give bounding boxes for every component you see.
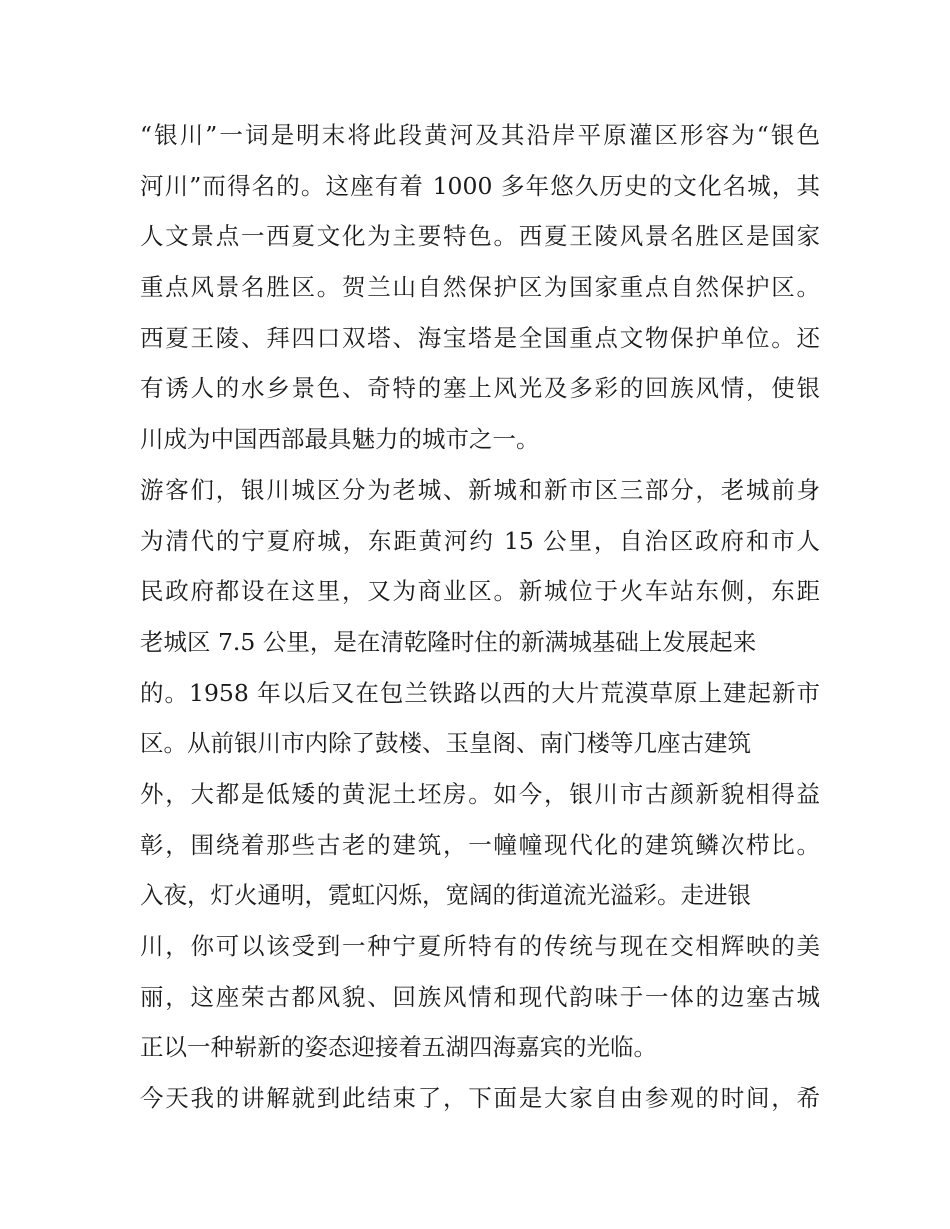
text-line: 为清代的宁夏府城，东距黄河约 15 公里，自治区政府和市人 (140, 526, 820, 555)
text-line: 正以一种崭新的姿态迎接着五湖四海嘉宾的光临。 (140, 1033, 657, 1062)
text-line: 重点风景名胜区。贺兰山自然保护区为国家重点自然保护区。 (140, 273, 820, 302)
text-line: 有诱人的水乡景色、奇特的塞上风光及多彩的回族风情，使银 (140, 374, 820, 403)
text-line: 外，大都是低矮的黄泥土坯房。如今，银川市古颜新貌相得益 (140, 779, 820, 808)
text-line: 川成为中国西部最具魅力的城市之一。 (140, 425, 540, 454)
text-line: 河川”而得名的。这座有着 1000 多年悠久历史的文化名城，其 (140, 171, 820, 200)
text-line: 的。1958 年以后又在包兰铁路以西的大片荒漠草原上建起新市 (140, 678, 820, 707)
text-line: 今天我的讲解就到此结束了，下面是大家自由参观的时间，希 (140, 1084, 820, 1113)
text-line: 老城区 7.5 公里，是在清乾隆时住的新满城基础上发展起来 (140, 627, 757, 656)
text-line: 丽，这座荣古都风貌、回族风情和现代韵味于一体的边塞古城 (140, 982, 820, 1011)
body-text (140, 110, 820, 1124)
text-line: 区。从前银川市内除了鼓楼、玉皇阁、南门楼等几座古建筑 (140, 729, 751, 758)
text-line: 川，你可以该受到一种宁夏所特有的传统与现在交相辉映的美 (140, 932, 820, 960)
text-line: 人文景点一西夏文化为主要特色。西夏王陵风景名胜区是国家 (140, 222, 820, 251)
text-line: 西夏王陵、拜四口双塔、海宝塔是全国重点文物保护单位。还 (140, 323, 820, 352)
text-line: 民政府都设在这里，又为商业区。新城位于火车站东侧，东距 (140, 577, 820, 606)
text-line: 游客们，银川城区分为老城、新城和新市区三部分，老城前身 (140, 475, 820, 504)
text-line: 入夜，灯火通明，霓虹闪烁，宽阔的街道流光溢彩。走进银 (140, 881, 751, 910)
text-line: “银川”一词是明末将此段黄河及其沿岸平原灌区形容为“银色 (140, 121, 820, 149)
text-line: 彰，围绕着那些古老的建筑，一幢幢现代化的建筑鳞次栉比。 (140, 830, 820, 859)
